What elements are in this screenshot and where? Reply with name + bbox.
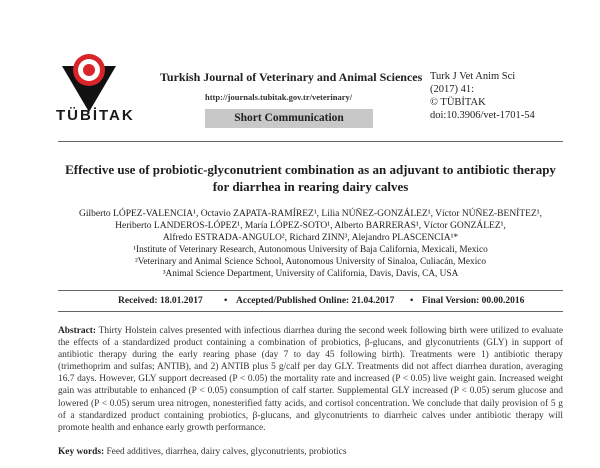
keywords-label: Key words: xyxy=(58,447,105,457)
author-list xyxy=(58,208,563,244)
year-volume: (2017) 41: xyxy=(430,84,475,95)
header-divider xyxy=(58,141,563,142)
citation-meta xyxy=(430,70,535,122)
abstract xyxy=(58,325,563,434)
doi[interactable]: doi:10.3906/vet-1701-54 xyxy=(430,110,535,121)
title-line-2: for diarrhea in rearing dairy calves xyxy=(212,179,409,194)
affiliation-3: ³Animal Science Department, University of California, Davis, Davis, CA, USA xyxy=(162,269,459,279)
journal-url[interactable]: http://journals.tubitak.gov.tr/veterinary/ xyxy=(205,92,353,102)
dates-separator: • xyxy=(224,296,228,306)
received-date: Received: 18.01.2017 xyxy=(118,296,203,306)
logo-text: TÜBİTAK xyxy=(56,107,135,124)
abstract-label: Abstract: xyxy=(58,326,97,336)
citation: Turk J Vet Anim Sci xyxy=(430,71,516,82)
final-version-date: Final Version: 00.00.2016 xyxy=(422,296,525,306)
affiliation-1: ¹Institute of Veterinary Research, Autonomous University of Baja California, Mexicali, Mexico xyxy=(133,245,488,255)
keywords xyxy=(58,447,563,457)
authors-line-2: Heriberto LANDEROS-LÓPEZ¹, María LÓPEZ-SOTO¹, Alberto BARRERAS¹, Víctor GONZÁLEZ¹, xyxy=(115,221,506,231)
article-type-badge: Short Communication xyxy=(205,109,373,128)
accepted-date: Accepted/Published Online: 21.04.2017 xyxy=(236,296,395,306)
dates-divider-top xyxy=(58,290,563,291)
journal-title: Turkish Journal of Veterinary and Animal Sciences xyxy=(160,70,423,84)
keywords-text: Feed additives, diarrhea, dairy calves, glyconutrients, probiotics xyxy=(106,447,347,457)
dates-divider-bottom xyxy=(58,311,563,312)
title-line-1: Effective use of probiotic-glyconutrient combination as an adjuvant to antibiotic therapy xyxy=(65,162,556,177)
copyright: © TÜBİTAK xyxy=(430,97,486,108)
dates-separator: • xyxy=(410,296,414,306)
authors-line-3: Alfredo ESTRADA-ANGULO², Richard ZINN³, Alejandro PLASCENCIA¹* xyxy=(162,233,459,243)
article-title xyxy=(58,161,563,195)
abstract-text: Thirty Holstein calves presented with infectious diarrhea during the second week following birth were utilized to evaluate the effects of a standardized product containing a combination of probiotics, β-glucans, and glyconutrients (GLY) in support of antibiotic therapy during the early rearing phase (day 7 to day 45 following birth). Treatments were 1) antibiotic therapy (trimethoprim and sulfas; ANTIB), and 2) ANTIB plus 5 g/calf per day GLY. Treatments did not affect diarrhea duration, averaging 16.7 days. However, GLY support decreased (P < 0.05) the mortality rate and increased (P < 0.05) live weight gain. Increased weight gain was attributable to enhanced (P < 0.05) consumption of calf starter. Supplemental GLY increased (P < 0.05) serum glucose and lowered (P < 0.05) serum urea nitrogen, nonesterified fatty acids, and cortisol concentration. We conclude that daily provision of 5 g of a standardized product containing probiotics, β-glucans, and glyconutrients to diarrheic calves under antibiotic therapy will promote health and enhance early growth performance. xyxy=(58,326,563,433)
authors-line-1: Gilberto LÓPEZ-VALENCIA¹, Octavio ZAPATA-RAMÍREZ¹, Lilia NÚÑEZ-GONZÁLEZ¹, Víctor NÚÑEZ-BENÍTEZ¹, xyxy=(79,209,542,219)
affiliation-2: ²Veterinary and Animal Science School, Autonomous University of Sinaloa, Culiacán, Mexico xyxy=(134,257,487,267)
